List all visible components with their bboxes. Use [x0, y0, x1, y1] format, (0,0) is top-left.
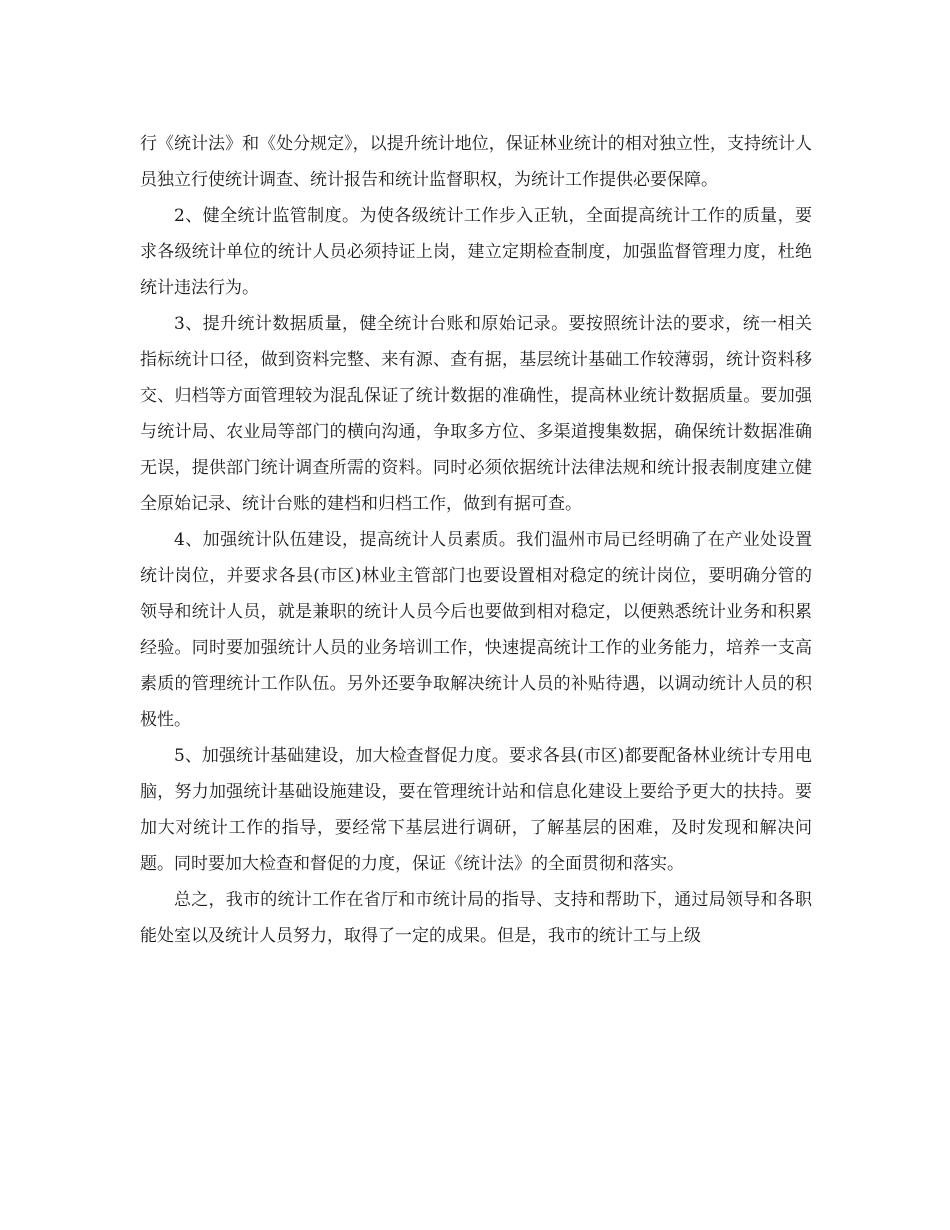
paragraph-continued-intro: 行《统计法》和《处分规定》，以提升统计地位，保证林业统计的相对独立性，支持统计人员独立行使统计调查、统计报告和统计监督职权，为统计工作提供必要保障。: [140, 134, 812, 190]
paragraph-item-4-team-building: 4、加强统计队伍建设，提高统计人员素质。我们温州市局已经明确了在产业处设置统计岗位，并要求各县(市区)林业主管部门也要设置相对稳定的统计岗位，要明确分管的领导和统计人员，就是兼职的统计人员今后也要做到相对稳定，以便熟悉统计业务和积累经验。同时要加强统计人员的业务培训工作，快速提高统计工作的业务能力，培养一支高素质的管理统计工作队伍。另外还要争取解决统计人员的补贴待遇，以调动统计人员的积极性。: [140, 530, 812, 730]
paragraph-item-2-supervision: 2、健全统计监管制度。为使各级统计工作步入正轨，全面提高统计工作的质量，要求各级统计单位的统计人员必须持证上岗，建立定期检查制度，加强监督管理力度，杜绝统计违法行为。: [140, 206, 812, 298]
paragraph-summary: 总之，我市的统计工作在省厅和市统计局的指导、支持和帮助下，通过局领导和各职能处室以及统计人员努力，取得了一定的成果。但是，我市的统计工与上级: [140, 890, 812, 946]
paragraph-item-3-data-quality: 3、提升统计数据质量，健全统计台账和原始记录。要按照统计法的要求，统一相关指标统计口径，做到资料完整、来有源、查有据，基层统计基础工作较薄弱，统计资料移交、归档等方面管理较为混乱保证了统计数据的准确性，提高林业统计数据质量。要加强与统计局、农业局等部门的横向沟通，争取多方位、多渠道搜集数据，确保统计数据准确无误，提供部门统计调查所需的资料。同时必须依据统计法律法规和统计报表制度建立健全原始记录、统计台账的建档和归档工作，做到有据可查。: [140, 314, 812, 514]
document-body: [140, 126, 812, 954]
paragraph-item-5-infrastructure: 5、加强统计基础建设，加大检查督促力度。要求各县(市区)都要配备林业统计专用电脑，努力加强统计基础设施建设，要在管理统计站和信息化建设上要给予更大的扶持。要加大对统计工作的指导，要经常下基层进行调研，了解基层的困难，及时发现和解决问题。同时要加大检查和督促的力度，保证《统计法》的全面贯彻和落实。: [140, 746, 812, 874]
